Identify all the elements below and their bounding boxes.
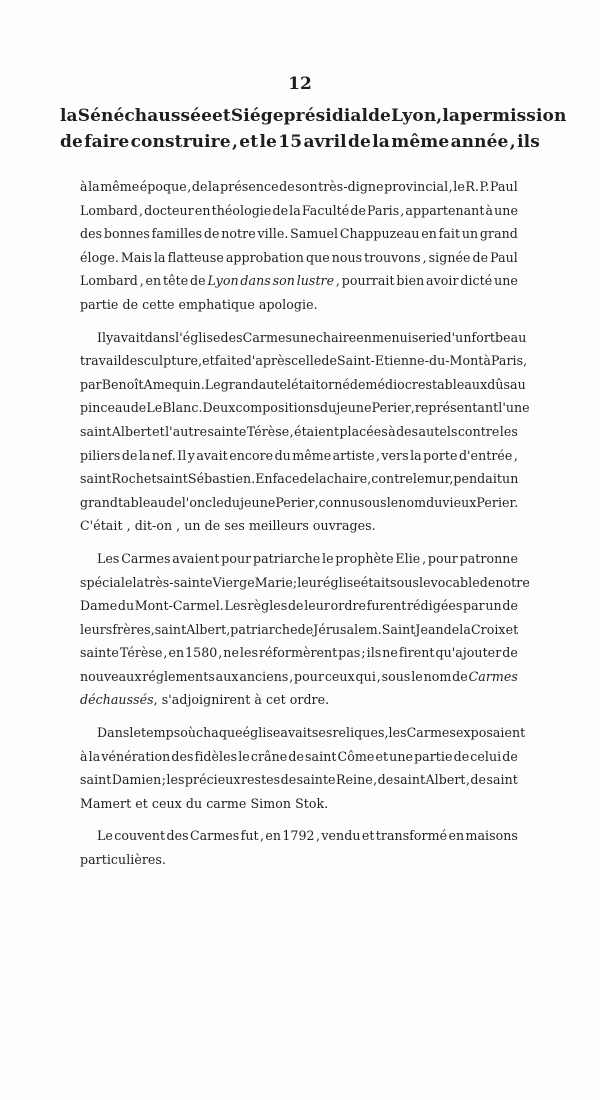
text-line: Il y avait dans l'église des Carmes une chaire en menuiserie d'un fort beau [97,329,527,345]
text-line: particulières. [80,852,166,868]
text-line: piliers de la nef. Il y avait encore du même artiste , vers la porte d'entrée , [80,447,518,463]
text-line: déchaussés , s'adjoignirent à cet ordre. [80,692,330,708]
paragraph [80,824,518,871]
text-line: grand tableau de l'oncle du jeune Perier , connu sous le nom du vieux Perier. [80,494,519,510]
text-line: Dame du Mont-Carmel. Les règles de leur ordre furent rédigées par un de [80,598,518,614]
text-line: éloge. Mais la flatteuse approbation que nous trouvons , signée de Paul [80,249,518,265]
text-line: Les Carmes avaient pour patriarche le prophète Elie , pour patronne [97,550,518,566]
text-line: Lombard , en tête de Lyon dans son lustre , pourrait bien avoir dicté une [80,273,518,289]
body-text [80,175,530,872]
text-line: saint Roch et saint Sébastien. En face de la chaire , contre le mur, pendait un [80,471,519,487]
text-line: Le couvent des Carmes fut , en 1792 , vendu et transformé en maisons [97,828,518,844]
text-line: saint Albert et l'autre sainte Térèse , étaient placées à des autels contre les [80,423,518,439]
text-line: nouveaux réglements aux anciens , pour ceux qui , sous le nom de Carmes [80,668,518,684]
text-line: Mamert et ceux du carme Simon Stok. [80,795,329,811]
paragraph [80,721,526,815]
text-line: saint Damien ; les précieux restes de sainte Reine , de saint Albert , de saint [80,772,518,788]
text-line: partie de cette emphatique apologie. [80,296,318,312]
intro-line: de faire construire , et le 15 avril de la même année , ils [60,132,540,152]
text-line: à la même époque , de la présence de son très-digne provincial , le R. P. Paul [80,179,518,194]
text-line: à la vénération des fidèles le crâne de saint Côme et une partie de celui de [80,748,518,764]
intro-text-block [60,103,567,155]
text-line: travail de sculpture , et faite d'après celle de Saint-Etienne-du-Mont à Paris , [80,353,528,369]
text-line: Dans le temps où chaque église avait ses reliques , les Carmes exposaient [97,725,526,741]
intro-line: la Sénéchaussée et Siége présidial de Lyon , la permission [60,106,567,126]
paragraph [80,175,518,317]
text-line: leurs frères, saint Albert, patriarche de Jérusalem. Saint Jean de la Croix et [80,621,519,637]
text-line: par Benoît Amequin. Le grand autel était orné de médiocres tableaux dûs au [80,376,526,392]
text-line: des bonnes familles de notre ville. Samuel Chappuzeau en fait un grand [80,226,518,242]
text-line: pinceau de Le Blanc. Deux compositions du jeune Perier , représentant l'une [80,400,530,416]
text-line: spéciale la très-sainte Vierge Marie ; leur église était sous le vocable de notre [80,574,530,590]
text-line: C'était , dit-on , un de ses meilleurs ouvrages. [80,518,376,534]
paragraph [80,547,530,712]
text-line: sainte Térèse , en 1580 , ne les réformèrent pas ; ils ne firent qu'ajouter de [80,645,518,661]
paragraph [80,326,530,538]
page-number: 12 [288,74,312,94]
text-line: Lombard , docteur en théologie de la Faculté de Paris , appartenant à une [80,202,518,218]
